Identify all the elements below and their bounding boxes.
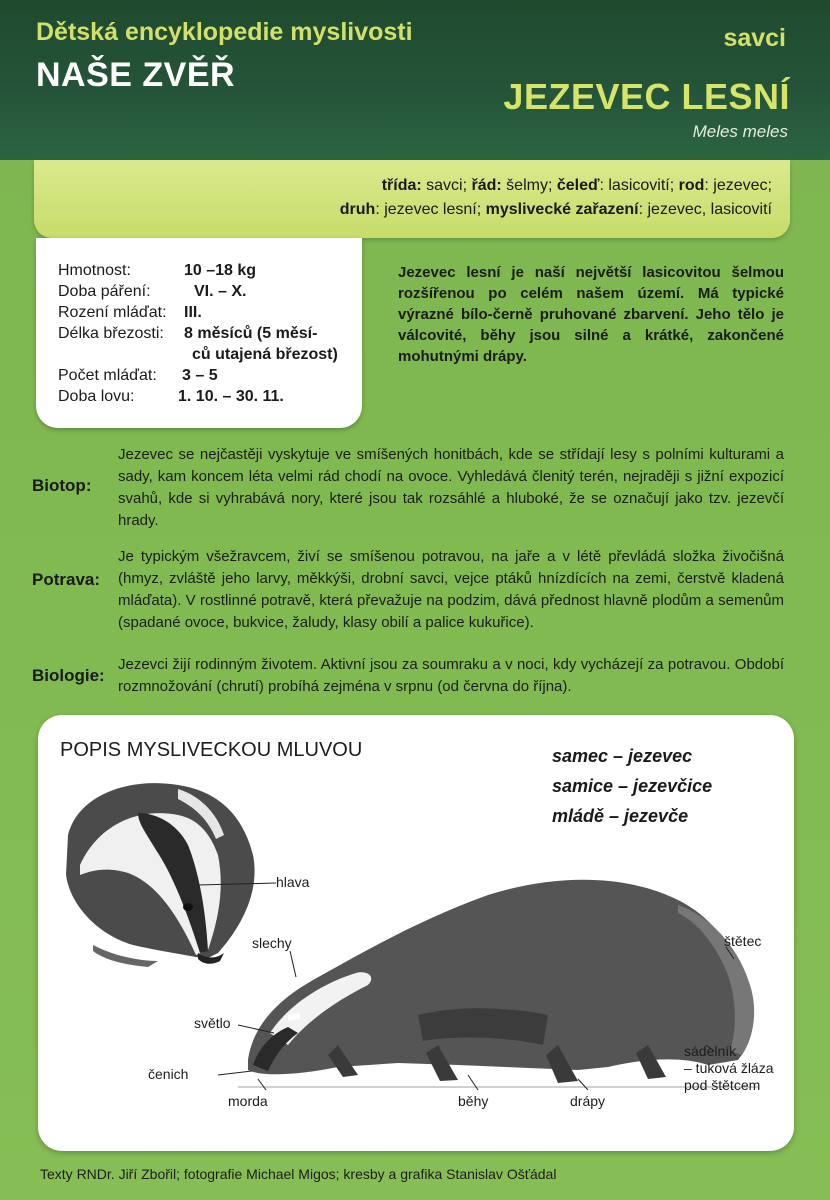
label-sadelnik-line-3: pod štětcem [684, 1077, 761, 1093]
potrava-text: Je typickým všežravcem, živí se smíšenou potravou, na jaře a v létě převládá složka živočišná (hmyz, zvláště jeho larvy, měkkýši, drobní savci, vejce ptáků hnízdících na zemi, čerstvě kladená mláďata). V rostlinné potravě, která převažuje na podzim, dává přednost hlavně plodům a semenům (spadané ovoce, bukvice, žaludy, klasy obilí a palice kukuřice). [118, 548, 784, 631]
illustration-panel [38, 715, 794, 1151]
label-sadelnik-line-2: – tuková žláza [684, 1060, 774, 1076]
badger-head-illustration [66, 783, 255, 967]
stat-row [58, 365, 362, 386]
stat-value: ců utajená březost) [192, 346, 338, 363]
credits-line: Texty RNDr. Jiří Zbořil; fotografie Michael Migos; kresby a grafika Stanislav Ošťádal [40, 1166, 557, 1182]
label-hlava: hlava [276, 874, 310, 890]
category-label: savci [723, 24, 786, 52]
hunting-value: : jezevec, lasicovití [638, 201, 772, 218]
taxonomy-line-1 [34, 174, 772, 198]
label-svetlo: světlo [194, 1015, 231, 1031]
stat-row [58, 323, 362, 344]
stat-label: Délka březosti: [58, 325, 164, 342]
term-young: mládě – jezevče [552, 806, 689, 826]
potrava-label: Potrava: [32, 570, 101, 589]
header-banner [0, 0, 830, 160]
stat-label: Doba lovu: [58, 388, 135, 405]
taxonomy-band [34, 160, 790, 238]
stat-value: VI. – X. [194, 283, 247, 300]
latin-name: Meles meles [692, 122, 788, 141]
term-female: samice – jezevčice [552, 776, 713, 796]
label-stetec: štětec [724, 933, 762, 949]
label-drapy: drápy [570, 1093, 606, 1109]
label-sadelnik [684, 1043, 774, 1094]
label-morda: morda [228, 1093, 268, 1109]
biologie-label: Biologie: [32, 666, 105, 685]
hunting-label: myslivecké zařazení [485, 201, 639, 218]
stat-row [58, 386, 362, 407]
stat-row [58, 281, 362, 302]
label-slechy: slechy [252, 935, 292, 951]
stat-value: 1. 10. – 30. 11. [178, 388, 284, 405]
order-value: šelmy; [501, 177, 557, 194]
class-label: třída: [381, 177, 422, 194]
label-cenich: čenich [148, 1066, 189, 1082]
label-sadelnik-line-1: sádelník [684, 1043, 737, 1059]
panel-title: POPIS MYSLIVECKOU MLUVOU [60, 739, 363, 761]
stat-label: Hmotnost: [58, 262, 131, 279]
stat-value: 3 – 5 [182, 367, 218, 384]
badger-body-illustration [238, 880, 758, 1087]
species-label: druh [339, 201, 376, 218]
genus-value: : jezevec; [704, 177, 772, 194]
stat-row [58, 260, 362, 281]
intro-paragraph: Jezevec lesní je naší největší lasicovitou šelmou rozšířenou po celém našem území. Má typické výrazné bílo-černě pruhované zbarvení. Jeho tělo je válcovité, běhy jsou silné a krátké, zakončené mohutnými drápy. [398, 264, 784, 365]
stat-value: 10 –18 kg [184, 262, 257, 279]
label-behy: běhy [458, 1093, 489, 1109]
family-label: čeleď [556, 177, 600, 194]
stat-value: 8 měsíců (5 měsí- [184, 325, 318, 342]
term-male: samec – jezevec [552, 746, 693, 766]
stat-value: III. [184, 304, 202, 321]
taxonomy-line-2 [34, 198, 772, 222]
stat-label [58, 344, 184, 365]
order-label: řád: [471, 177, 502, 194]
biotop-label: Biotop: [32, 476, 92, 495]
stat-label: Počet mláďat: [58, 367, 157, 384]
biotop-section [32, 444, 784, 536]
page-title: NAŠE ZVĚŘ [36, 56, 236, 94]
stat-row [58, 302, 362, 323]
species-value: : jezevec lesní; [375, 201, 486, 218]
stat-label: Rození mláďat: [58, 304, 167, 321]
badger-drawing [38, 715, 794, 1151]
class-value: savci; [421, 177, 472, 194]
stat-row [58, 344, 362, 365]
biotop-text: Jezevec se nejčastěji vyskytuje ve smíšených honitbách, kde se střídají lesy s polními kulturami a sady, kam koncem léta velmi rád chodí na ovoce. Vyhledává členitý terén, nejraději s jižní expozicí svahů, kde si vyhrabává nory, které jsou tak rozsáhlé a hluboké, že se označují jako tzv. jezevčí hrady. [118, 446, 784, 529]
series-title: Dětská encyklopedie myslivosti [36, 18, 413, 46]
stat-label: Doba páření: [58, 283, 151, 300]
family-value: : lasicovití; [599, 177, 679, 194]
species-name: JEZEVEC LESNÍ [503, 76, 790, 117]
biologie-section [32, 654, 784, 700]
stats-box [36, 238, 362, 428]
biologie-text: Jezevci žijí rodinným životem. Aktivní jsou za soumraku a v noci, kdy vycházejí za potravou. Období rozmnožování (chrutí) probíhá zejména v srpnu (od června do října). [118, 656, 784, 695]
genus-label: rod [678, 177, 705, 194]
potrava-section [32, 546, 784, 638]
